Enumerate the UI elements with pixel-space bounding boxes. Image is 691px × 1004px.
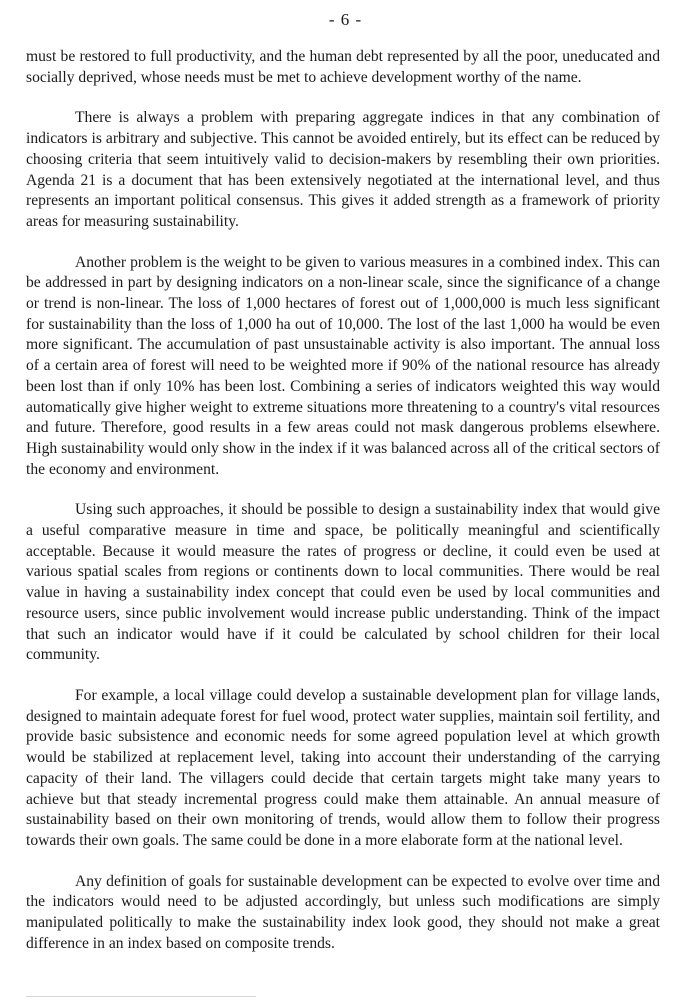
paragraph-index-approaches: Using such approaches, it should be possible to design a sustainability index that would give a useful comparative measure in time and space, be politically meaningful and scientifically acceptable. Because it would measure the rates of progress or decline, it could even be used at various spatial scales from regions or continents down to local communities. There would be real value in having a sustainability index concept that could even be used by local communities and resource users, since public involvement would increase public understanding. Think of the impact that such an indicator would have if it could be calculated by school children for their local community. [26, 501, 660, 664]
paragraph-evolving-goals: Any definition of goals for sustainable development can be expected to evolve over time and the indicators would need to be adjusted accordingly, but unless such modifications are simply manipulated politically to make the sustainability index look good, they should not make a great difference in an index based on composite trends. [26, 872, 660, 952]
footer-divider [26, 996, 256, 997]
paragraph-village-example: For example, a local village could develop a sustainable development plan for village lands, designed to maintain adequate forest for fuel wood, protect water supplies, maintain soil fertility, and provide basic subsistence and economic needs for some agreed population level at which growth would be stabilized at replacement level, taking into account their understanding of the carrying capacity of their land. The villagers could decide that certain targets might take many years to achieve but that steady incremental progress could make them attainable. An annual measure of sustainability based on their own monitoring of trends, would allow them to follow their progress towards their own goals. The same could be done in a more elaborate form at the national level. [26, 686, 660, 849]
paragraph-continuation: must be restored to full productivity, and the human debt represented by all the poor, uneducated and socially deprived, whose needs must be met to achieve development worthy of the name. [26, 48, 660, 86]
page-number: - 6 - [328, 10, 363, 29]
paragraph-aggregate-indices: There is always a problem with preparing aggregate indices in that any combination of indicators is arbitrary and subjective. This cannot be avoided entirely, but its effect can be reduced by choosing criteria that seem intuitively valid to decision-makers by resembling their own priorities. Agenda 21 is a document that has been extensively negotiated at the international level, and thus represents an important political consensus. This gives it added strength as a framework of priority areas for measuring sustainability. [26, 109, 660, 230]
body-text [26, 47, 660, 974]
paragraph-weighting-problem: Another problem is the weight to be given to various measures in a combined index. This can be addressed in part by designing indicators on a non-linear scale, since the significance of a change or trend is non-linear. The loss of 1,000 hectares of forest out of 1,000,000 is much less significant for sustainability than the loss of 1,000 ha out of 10,000. The lost of the last 1,000 ha would be even more significant. The accumulation of past unsustainable activity is also important. The annual loss of a certain area of forest will need to be weighted more if 90% of the national resource has already been lost than if only 10% has been lost. Combining a series of indicators weighted this way would automatically give higher weight to extreme situations more threatening to a country's vital resources and future. Therefore, good results in a few areas could not mask dangerous problems elsewhere. High sustainability would only show in the index if it was balanced across all of the critical sectors of the economy and environment. [26, 253, 660, 478]
